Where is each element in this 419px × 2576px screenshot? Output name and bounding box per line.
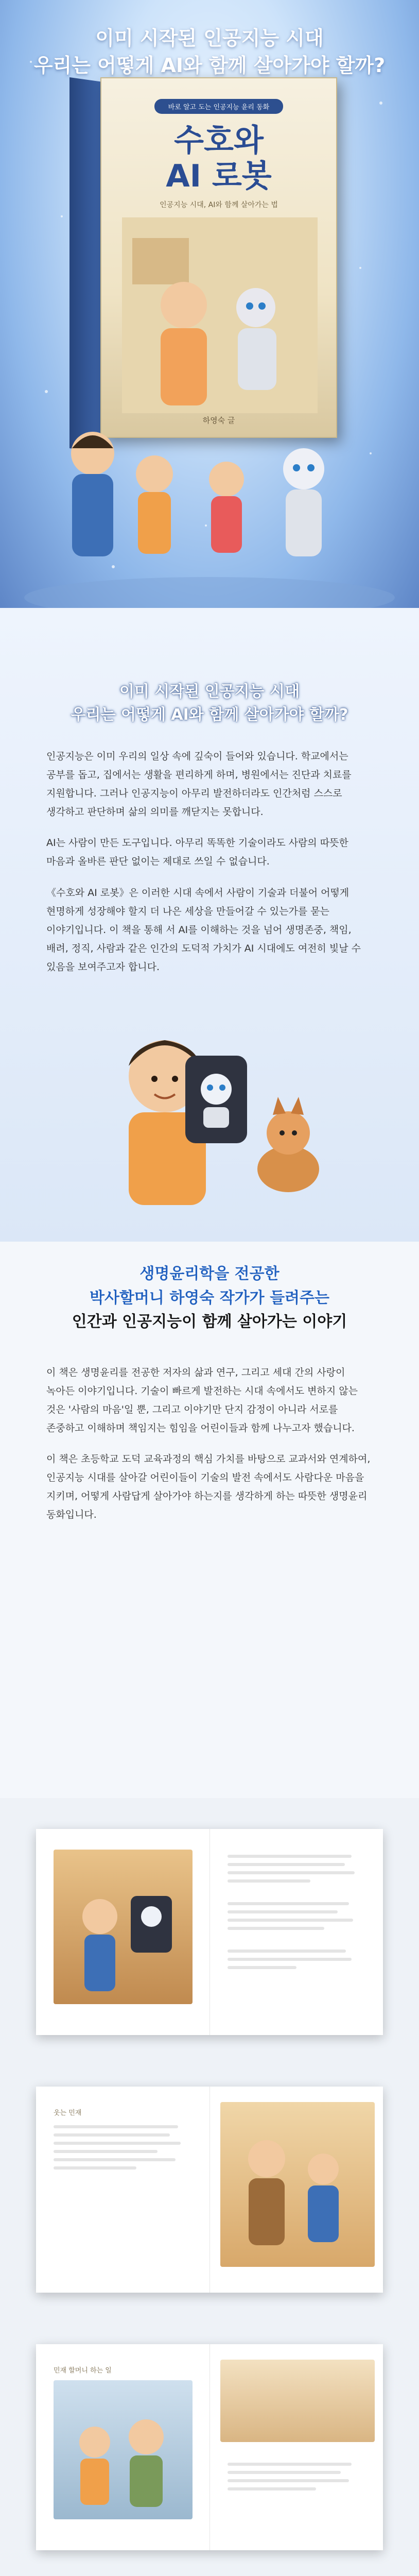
intro-paragraph-3: 《수호와 AI 로봇》은 이러한 시대 속에서 사람이 기술과 더불어 어떻게 현명하게 성장해야 할지 더 나은 세상을 만들어갈 수 있는가를 묻는 이야기입니다. 이 책을 통해 서 AI를 이해하는 것을 넘어 생명존중, 책임, 배려, 정직, 사람과 같은 인간의 도덕적 가치가 AI 시대에도 여전히 빛날 수 있음을 보여주고자 합니다. (46, 887, 361, 973)
hero-section (0, 0, 419, 608)
book-front-cover (100, 77, 337, 438)
intro-section (0, 608, 419, 1242)
book-series-label: 바로 알고 도는 인공지능 윤리 동화 (154, 99, 283, 114)
book-spread-1 (36, 1829, 383, 2035)
intro-heading-line1: 이미 시작된 인공지능 시대 (119, 683, 300, 701)
hero-characters-illustration (0, 392, 419, 608)
author-paragraph-1: 이 책은 생명윤리를 전공한 저자의 삶과 연구, 그리고 세대 간의 사랑이 녹아든 이야기입니다. 기술이 빠르게 발전하는 시대 속에서도 변하지 않는 것은 '사람의 마음'일 뿐, 그리고 이야기만 단지 감정이 아니라 서로를 존중하고 이해하며 책임지는 힘임을 어린이들과 함께 나누고자 했습니다. (46, 1366, 358, 1434)
spread-2-chapter-title: 웃는 민재 (54, 2109, 82, 2117)
intro-paragraph-2: AI는 사람이 만든 도구입니다. 아무리 똑똑한 기술이라도 사람의 따뜻한 마음과 올바른 판단 없이는 제대로 쓰일 수 없습니다. (46, 837, 348, 868)
book-title-line2: AI 로봇 (166, 158, 272, 194)
hero-title (0, 25, 419, 79)
hero-title-line2: 우리는 어떻게 AI와 함께 살아가야 할까? (33, 54, 386, 77)
author-paragraph-2: 이 책은 초등학교 도덕 교육과정의 핵심 가치를 바탕으로 교과서와 연계하여, 인공지능 시대를 살아갈 어린이들이 기술의 발전 속에서도 사람다운 마음을 지키며, 어떻게 사람답게 살아가야 하는지를 생각하게 하는 따뜻한 생명윤리 동화입니다. (46, 1453, 371, 1521)
spread-1-left-page (36, 1829, 210, 2035)
spread-3-chapter-title: 민재 할머니 하는 일 (54, 2367, 112, 2375)
spread-2-right-page (210, 2087, 383, 2293)
author-heading-line2: 박사할머니 하영숙 작가가 들려주는 (89, 1289, 330, 1307)
spread-3-right-page (210, 2344, 383, 2550)
book-spread-2 (36, 2087, 383, 2293)
author-heading (46, 1262, 373, 1334)
spread-3-right-image (220, 2360, 375, 2442)
hero-title-line1: 이미 시작된 인공지능 시대 (95, 27, 324, 49)
spread-3-left-page (36, 2344, 210, 2550)
author-section (0, 1242, 419, 1798)
spread-1-right-page (210, 1829, 383, 2035)
spread-1-illustration (54, 1850, 193, 2004)
book-spreads-section (0, 1798, 419, 2576)
intro-heading-line2: 우리는 어떻게 AI와 함께 살아가야 할까? (71, 706, 348, 724)
book-subtitle: 인공지능 시대, AI와 함께 살아가는 법 (160, 201, 278, 209)
book-title (101, 123, 336, 194)
spread-3-illustration-art (54, 2380, 193, 2519)
spread-2-illustration-art (220, 2102, 375, 2267)
spread-2-left-page (36, 2087, 210, 2293)
author-heading-line1: 생명윤리학을 전공한 (139, 1265, 280, 1283)
book-title-line1: 수호와 (174, 123, 264, 159)
author-heading-line3: 인간과 인공지능이 함께 살아가는 이야기 (72, 1313, 347, 1331)
boy-robot-dog-illustration (46, 1004, 335, 1221)
book-spread-3 (36, 2344, 383, 2550)
book-author: 하영숙 글 (202, 416, 235, 425)
book-cover-illustration (122, 217, 318, 413)
spread-3-illustration (54, 2380, 193, 2519)
intro-heading (46, 680, 373, 726)
spread-1-illustration-art (54, 1850, 193, 2004)
intro-paragraph-1: 인공지능은 이미 우리의 일상 속에 깊숙이 들어와 있습니다. 학교에서는 공부를 돕고, 집에서는 생활을 편리하게 하며, 병원에서는 진단과 치료를 지원합니다. 그러나 인공지능이 아무리 발전하더라도 인간처럼 스스로 생각하고 판단하며 삶의 의미를 깨닫지는 못합니다. (46, 751, 352, 818)
spread-2-illustration (220, 2102, 375, 2267)
